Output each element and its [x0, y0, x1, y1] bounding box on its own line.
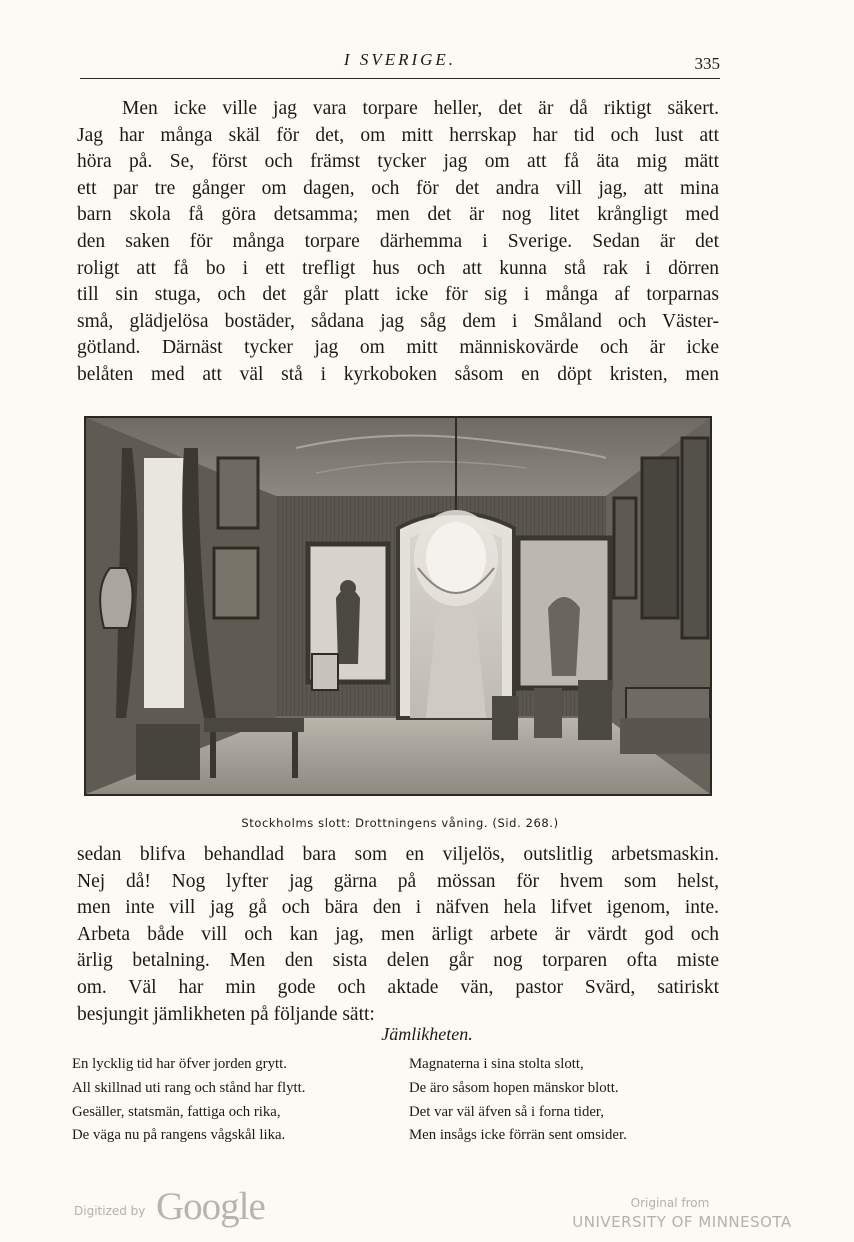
poem-line: De äro såsom hopen mänskor blott.	[409, 1079, 619, 1096]
poem-title: Jämlikheten.	[381, 1024, 473, 1044]
bottom-paragraph	[77, 842, 719, 1028]
poem-line: All skillnad uti rang och stånd har flytt.	[72, 1079, 306, 1096]
text-line: höra på. Se, först och främst tycker jag om att få äta mig mätt	[77, 151, 719, 173]
poem-line: Men insågs icke förrän sent omsider.	[409, 1127, 627, 1144]
text-line: den saken för många torpare därhemma i Sverige. Sedan är det	[77, 230, 719, 252]
engraving-illustration	[84, 416, 712, 796]
poem-line: Magnaterna i sina stolta slott,	[409, 1056, 584, 1072]
poem-left-column	[72, 1053, 374, 1148]
page-number: 335	[694, 54, 720, 73]
text-line: små, glädjelösa bostäder, sådana jag såg dem i Småland och Väster-	[77, 310, 719, 332]
poem-line: En lycklig tid har öfver jorden grytt.	[72, 1056, 287, 1072]
running-title: I SVERIGE.	[343, 50, 457, 69]
text-line: götland. Därnäst tycker jag om mitt människovärde och är icke	[77, 337, 719, 359]
google-logo: Google	[156, 1185, 265, 1228]
top-paragraph	[77, 96, 719, 389]
text-line: ärlig betalning. Men den sista delen går nog torparen ofta miste	[77, 950, 719, 972]
palace-interior-engraving	[86, 418, 710, 794]
text-line: belåten med att väl stå i kyrkoboken såsom en döpt kristen, men	[77, 363, 719, 385]
running-head	[80, 48, 720, 79]
text-line: men inte vill jag gå och bära den i näfven hela lifvet igenom, inte.	[77, 897, 719, 919]
original-from-label: Original from	[630, 1196, 710, 1210]
text-line: Men icke ville jag vara torpare heller, det är då riktigt säkert.	[122, 98, 719, 119]
figure-caption: Stockholms slott: Drottningens våning. (Sid. 268.)	[241, 816, 559, 830]
text-line: roligt att få bo i ett trefligt hus och att kunna stå rak i dörren	[77, 257, 719, 279]
text-line: ett par tre gånger om dagen, och för det andra vill jag, att mina	[77, 177, 719, 199]
poem-line: Det var väl äfven så i forna tider,	[409, 1103, 604, 1120]
text-line: sedan blifva behandlad bara som en viljelös, outslitlig arbetsmaskin.	[77, 844, 719, 865]
text-line: Arbeta både vill och kan jag, men ärligt arbete är värdt god och	[77, 923, 719, 945]
university-label: UNIVERSITY OF MINNESOTA	[572, 1213, 792, 1231]
text-line: om. Väl har min gode och aktade vän, pastor Svärd, satiriskt	[77, 976, 719, 998]
text-line: Jag har många skäl för det, om mitt herrskap har tid och lust att	[77, 124, 719, 146]
digitized-by-label: Digitized by	[74, 1204, 146, 1218]
text-line: besjungit jämlikheten på följande sätt:	[77, 1003, 375, 1025]
poem-line: Gesäller, statsmän, fattiga och rika,	[72, 1103, 281, 1120]
text-line: Nej då! Nog lyfter jag gärna på mössan för hvem som helst,	[77, 870, 719, 892]
text-line: till sin stuga, och det går platt icke för sig i många af torparnas	[77, 284, 719, 306]
text-line: barn skola få göra detsamma; men det är nog litet krångligt med	[77, 204, 719, 226]
poem-right-column	[409, 1053, 694, 1148]
poem-line: De väga nu på rangens vågskål lika.	[72, 1127, 286, 1144]
